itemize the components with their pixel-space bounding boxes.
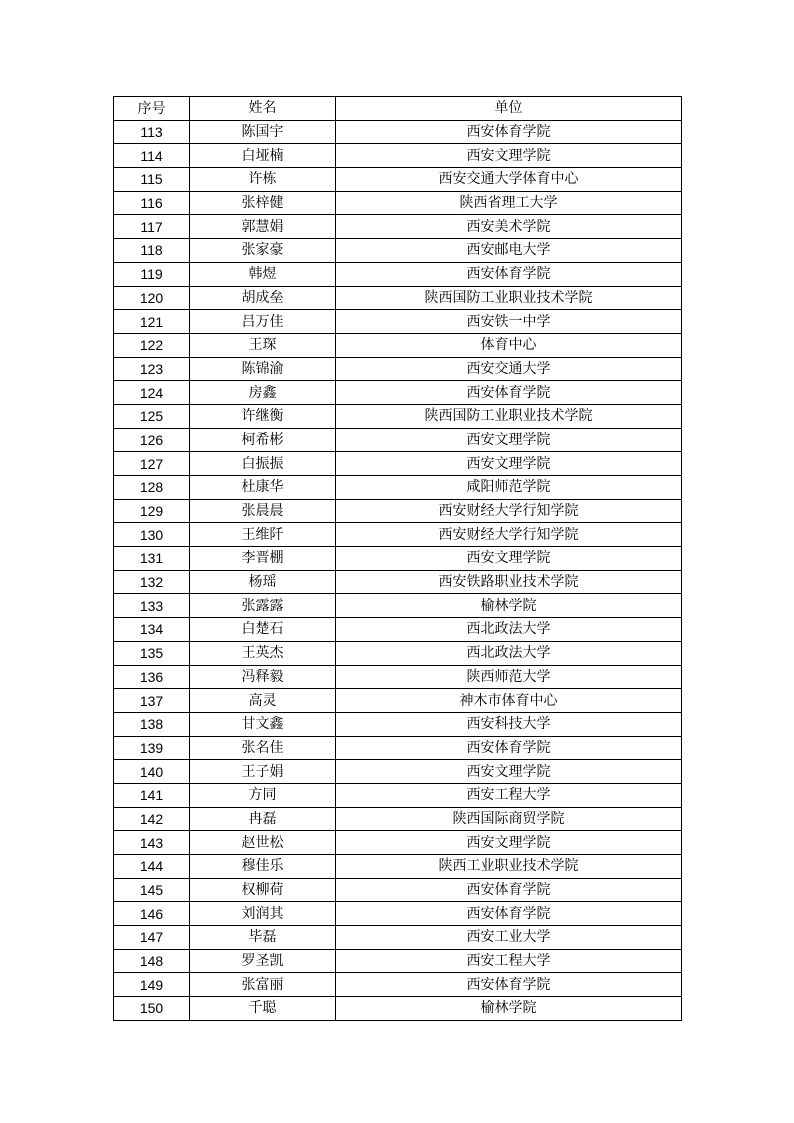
table-row bbox=[114, 760, 682, 784]
cell-name: 杨瑶 bbox=[190, 570, 336, 594]
table-row bbox=[114, 689, 682, 713]
table-row bbox=[114, 712, 682, 736]
cell-name: 白楚石 bbox=[190, 618, 336, 642]
cell-number: 148 bbox=[114, 949, 190, 973]
cell-unit: 陕西国防工业职业技术学院 bbox=[336, 404, 682, 428]
table-row bbox=[114, 523, 682, 547]
cell-number: 139 bbox=[114, 736, 190, 760]
cell-name: 柯希彬 bbox=[190, 428, 336, 452]
table-row bbox=[114, 499, 682, 523]
table-row bbox=[114, 357, 682, 381]
cell-unit: 西安文理学院 bbox=[336, 831, 682, 855]
table-row bbox=[114, 878, 682, 902]
cell-number: 121 bbox=[114, 310, 190, 334]
table-row bbox=[114, 191, 682, 215]
cell-number: 125 bbox=[114, 404, 190, 428]
cell-unit: 西安工业大学 bbox=[336, 926, 682, 950]
cell-name: 王子娟 bbox=[190, 760, 336, 784]
cell-unit: 咸阳师范学院 bbox=[336, 476, 682, 500]
cell-unit: 陕西国际商贸学院 bbox=[336, 807, 682, 831]
cell-number: 133 bbox=[114, 594, 190, 618]
cell-number: 123 bbox=[114, 357, 190, 381]
table-row bbox=[114, 618, 682, 642]
cell-number: 138 bbox=[114, 712, 190, 736]
cell-name: 张富丽 bbox=[190, 973, 336, 997]
table-row bbox=[114, 973, 682, 997]
cell-number: 147 bbox=[114, 926, 190, 950]
cell-number: 116 bbox=[114, 191, 190, 215]
cell-number: 140 bbox=[114, 760, 190, 784]
cell-name: 千聪 bbox=[190, 997, 336, 1021]
cell-unit: 西安体育学院 bbox=[336, 736, 682, 760]
cell-unit: 榆林学院 bbox=[336, 594, 682, 618]
cell-number: 129 bbox=[114, 499, 190, 523]
header-unit: 单位 bbox=[336, 97, 682, 121]
cell-number: 126 bbox=[114, 428, 190, 452]
cell-unit: 西安体育学院 bbox=[336, 973, 682, 997]
cell-number: 135 bbox=[114, 641, 190, 665]
cell-number: 137 bbox=[114, 689, 190, 713]
cell-name: 郭慧娟 bbox=[190, 215, 336, 239]
cell-unit: 神木市体育中心 bbox=[336, 689, 682, 713]
table-row bbox=[114, 239, 682, 263]
cell-number: 115 bbox=[114, 168, 190, 192]
cell-name: 毕磊 bbox=[190, 926, 336, 950]
cell-unit: 西安体育学院 bbox=[336, 120, 682, 144]
roster-table bbox=[113, 96, 682, 1021]
table-row bbox=[114, 902, 682, 926]
cell-number: 144 bbox=[114, 855, 190, 879]
cell-number: 142 bbox=[114, 807, 190, 831]
table-row bbox=[114, 665, 682, 689]
cell-name: 权柳荷 bbox=[190, 878, 336, 902]
cell-name: 冯释毅 bbox=[190, 665, 336, 689]
cell-unit: 陕西省理工大学 bbox=[336, 191, 682, 215]
cell-name: 张名佳 bbox=[190, 736, 336, 760]
cell-unit: 西安文理学院 bbox=[336, 428, 682, 452]
table-row bbox=[114, 262, 682, 286]
cell-number: 127 bbox=[114, 452, 190, 476]
cell-number: 131 bbox=[114, 547, 190, 571]
cell-name: 穆佳乐 bbox=[190, 855, 336, 879]
cell-name: 赵世松 bbox=[190, 831, 336, 855]
cell-name: 张家豪 bbox=[190, 239, 336, 263]
cell-number: 119 bbox=[114, 262, 190, 286]
cell-number: 146 bbox=[114, 902, 190, 926]
table-row bbox=[114, 310, 682, 334]
cell-number: 141 bbox=[114, 783, 190, 807]
cell-number: 134 bbox=[114, 618, 190, 642]
cell-unit: 陕西国防工业职业技术学院 bbox=[336, 286, 682, 310]
header-name: 姓名 bbox=[190, 97, 336, 121]
cell-name: 冉磊 bbox=[190, 807, 336, 831]
cell-unit: 西安美术学院 bbox=[336, 215, 682, 239]
cell-unit: 陕西工业职业技术学院 bbox=[336, 855, 682, 879]
cell-number: 145 bbox=[114, 878, 190, 902]
cell-number: 149 bbox=[114, 973, 190, 997]
cell-unit: 西安铁一中学 bbox=[336, 310, 682, 334]
cell-name: 陈锦渝 bbox=[190, 357, 336, 381]
cell-unit: 西安财经大学行知学院 bbox=[336, 523, 682, 547]
table-row bbox=[114, 428, 682, 452]
table-row bbox=[114, 949, 682, 973]
table-header bbox=[114, 97, 682, 121]
cell-name: 方同 bbox=[190, 783, 336, 807]
cell-unit: 榆林学院 bbox=[336, 997, 682, 1021]
cell-unit: 西安文理学院 bbox=[336, 144, 682, 168]
cell-unit: 西安文理学院 bbox=[336, 452, 682, 476]
cell-name: 房鑫 bbox=[190, 381, 336, 405]
cell-unit: 西安科技大学 bbox=[336, 712, 682, 736]
header-number: 序号 bbox=[114, 97, 190, 121]
cell-unit: 西安体育学院 bbox=[336, 902, 682, 926]
cell-name: 许栋 bbox=[190, 168, 336, 192]
cell-name: 罗圣凯 bbox=[190, 949, 336, 973]
cell-name: 张露露 bbox=[190, 594, 336, 618]
cell-unit: 西安体育学院 bbox=[336, 381, 682, 405]
cell-number: 136 bbox=[114, 665, 190, 689]
cell-name: 白垭楠 bbox=[190, 144, 336, 168]
cell-name: 韩煜 bbox=[190, 262, 336, 286]
table-body bbox=[114, 120, 682, 1020]
cell-number: 150 bbox=[114, 997, 190, 1021]
cell-unit: 西安体育学院 bbox=[336, 262, 682, 286]
cell-name: 杜康华 bbox=[190, 476, 336, 500]
cell-unit: 西北政法大学 bbox=[336, 618, 682, 642]
table-row bbox=[114, 168, 682, 192]
cell-name: 张晨晨 bbox=[190, 499, 336, 523]
cell-number: 114 bbox=[114, 144, 190, 168]
cell-name: 刘润其 bbox=[190, 902, 336, 926]
cell-unit: 西安铁路职业技术学院 bbox=[336, 570, 682, 594]
cell-number: 130 bbox=[114, 523, 190, 547]
cell-unit: 西安文理学院 bbox=[336, 760, 682, 784]
cell-number: 122 bbox=[114, 333, 190, 357]
cell-unit: 体育中心 bbox=[336, 333, 682, 357]
cell-name: 王琛 bbox=[190, 333, 336, 357]
cell-number: 132 bbox=[114, 570, 190, 594]
table-row bbox=[114, 404, 682, 428]
cell-number: 143 bbox=[114, 831, 190, 855]
cell-number: 120 bbox=[114, 286, 190, 310]
table-row bbox=[114, 783, 682, 807]
cell-unit: 西安工程大学 bbox=[336, 783, 682, 807]
table-row bbox=[114, 926, 682, 950]
table-row bbox=[114, 807, 682, 831]
table-row bbox=[114, 547, 682, 571]
table-row bbox=[114, 333, 682, 357]
cell-unit: 西安交通大学体育中心 bbox=[336, 168, 682, 192]
cell-unit: 西安财经大学行知学院 bbox=[336, 499, 682, 523]
cell-number: 124 bbox=[114, 381, 190, 405]
table-row bbox=[114, 452, 682, 476]
table-row bbox=[114, 381, 682, 405]
table-row bbox=[114, 215, 682, 239]
table-row bbox=[114, 855, 682, 879]
cell-number: 118 bbox=[114, 239, 190, 263]
cell-unit: 西安交通大学 bbox=[336, 357, 682, 381]
cell-name: 王维阡 bbox=[190, 523, 336, 547]
cell-number: 113 bbox=[114, 120, 190, 144]
cell-number: 117 bbox=[114, 215, 190, 239]
cell-unit: 陕西师范大学 bbox=[336, 665, 682, 689]
table-row bbox=[114, 570, 682, 594]
cell-unit: 西安体育学院 bbox=[336, 878, 682, 902]
table-row bbox=[114, 144, 682, 168]
cell-unit: 西安文理学院 bbox=[336, 547, 682, 571]
cell-unit: 西安邮电大学 bbox=[336, 239, 682, 263]
cell-name: 许继衡 bbox=[190, 404, 336, 428]
cell-unit: 西安工程大学 bbox=[336, 949, 682, 973]
cell-name: 李晋棚 bbox=[190, 547, 336, 571]
cell-name: 陈国宇 bbox=[190, 120, 336, 144]
table-row bbox=[114, 831, 682, 855]
table-row bbox=[114, 641, 682, 665]
table-row bbox=[114, 286, 682, 310]
cell-name: 胡成垒 bbox=[190, 286, 336, 310]
table-row bbox=[114, 997, 682, 1021]
table-row bbox=[114, 594, 682, 618]
cell-name: 王英杰 bbox=[190, 641, 336, 665]
cell-name: 高灵 bbox=[190, 689, 336, 713]
cell-name: 吕万佳 bbox=[190, 310, 336, 334]
table-row bbox=[114, 120, 682, 144]
cell-number: 128 bbox=[114, 476, 190, 500]
table-row bbox=[114, 736, 682, 760]
cell-unit: 西北政法大学 bbox=[336, 641, 682, 665]
cell-name: 甘文鑫 bbox=[190, 712, 336, 736]
table-row bbox=[114, 476, 682, 500]
cell-name: 白振振 bbox=[190, 452, 336, 476]
header-row bbox=[114, 97, 682, 121]
cell-name: 张梓健 bbox=[190, 191, 336, 215]
